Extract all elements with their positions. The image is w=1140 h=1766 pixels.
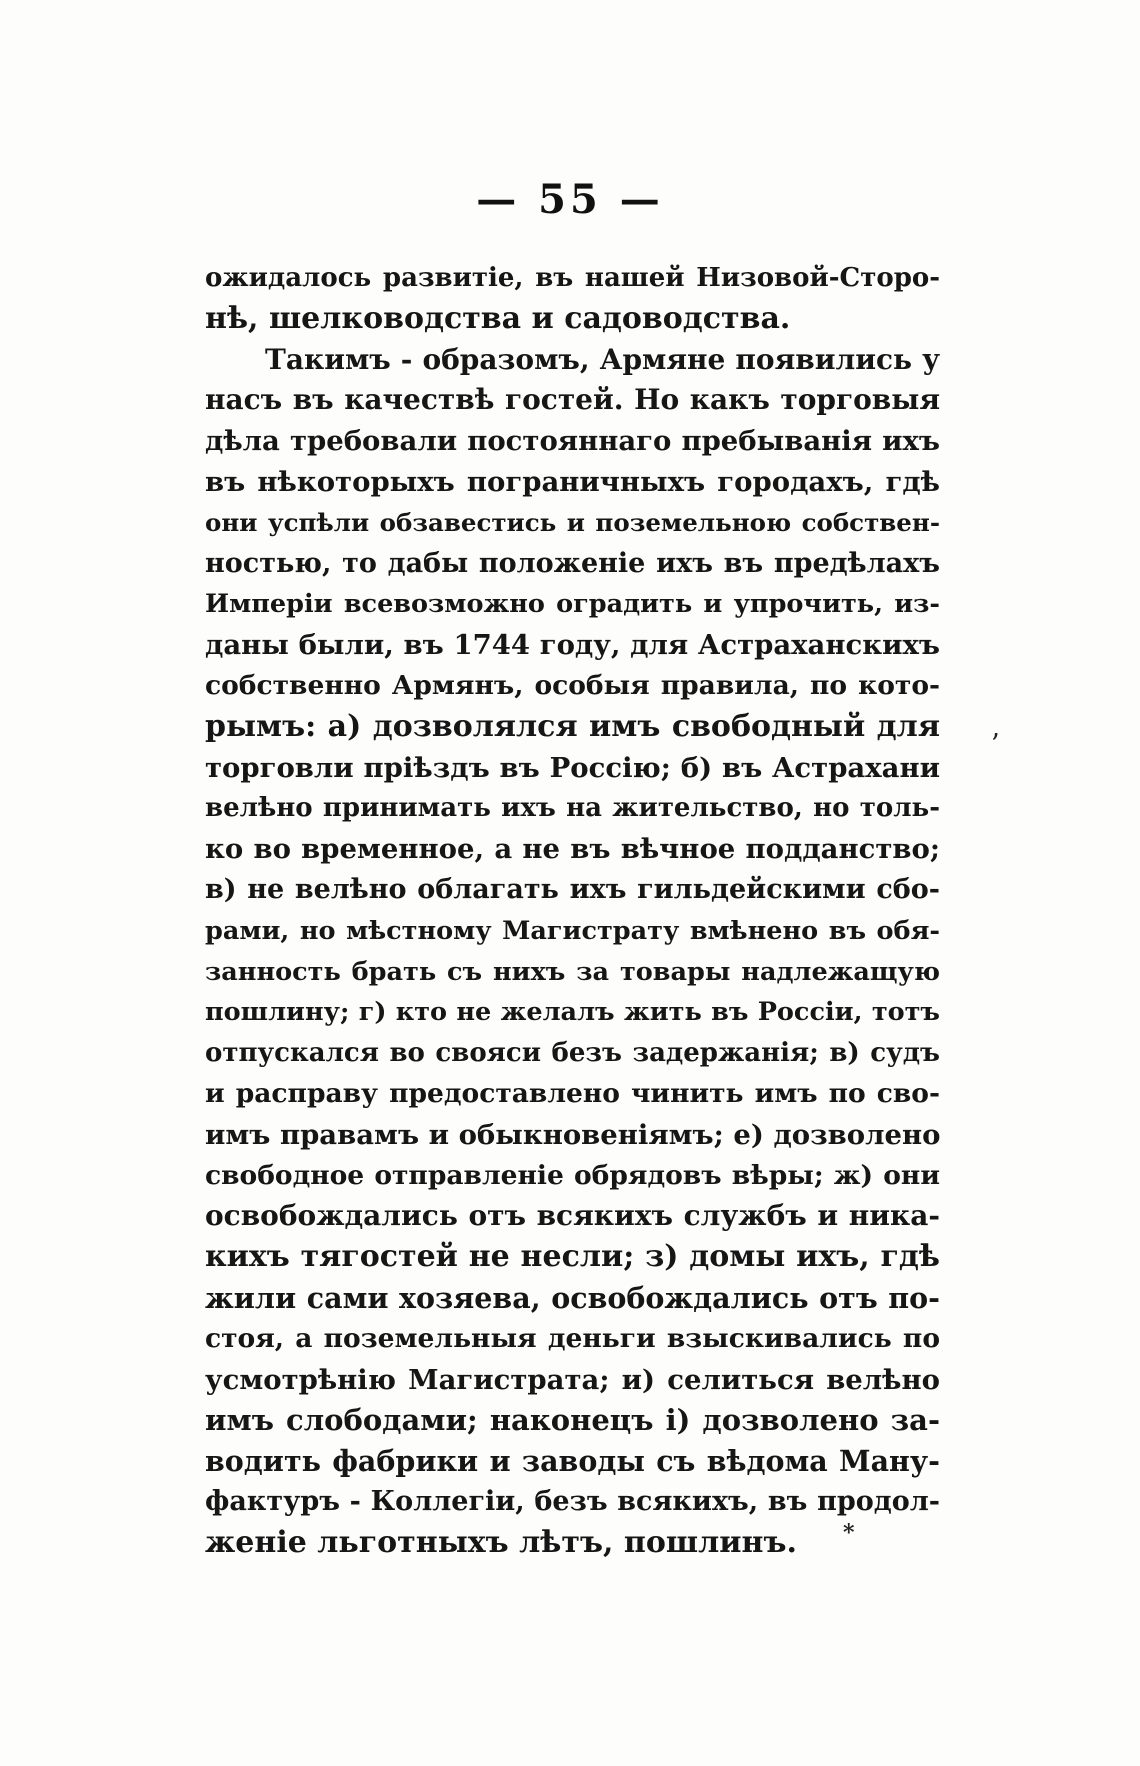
text-line: освобождались отъ всякихъ службъ и никa- (205, 1199, 940, 1233)
text-line: жили сами хозяева, освобождались отъ по- (205, 1280, 940, 1315)
text-line: дѣла требовали постояннаго пребыванія ихъ (205, 425, 940, 458)
text-line: свободное отправленіе обрядовъ вѣры; ж) они (205, 1159, 940, 1191)
text-line: водить фабрики и заводы съ вѣдома Ману- (205, 1444, 940, 1479)
text-line: собственно Армянъ, особыя правила, по кото- (205, 669, 940, 701)
text-line: даны были, въ 1744 году, для Астраханскихъ (205, 629, 940, 662)
text-line: пошлину; г) кто не желалъ жить въ Россіи, тотъ (205, 997, 940, 1028)
body-text (205, 258, 940, 1564)
stray-apostrophe-mark: ʼ (990, 728, 999, 761)
text-line: усмотрѣнію Магистрата; и) селиться велѣно (205, 1363, 940, 1396)
text-line: торговли пріѣздъ въ Россію; б) въ Астрахани (205, 751, 940, 784)
text-line: женіе льготныхъ лѣтъ, пошлинъ. (205, 1524, 797, 1560)
text-line: ожидалось развитіе, въ нашей Низовой-Сторо- (205, 263, 940, 293)
text-line: ностью, то дабы положеніе ихъ въ предѣлахъ (205, 547, 940, 579)
text-line: отпускался во свояси безъ задержанія; в) судъ (205, 1038, 940, 1069)
text-line: в) не велѣно облагать ихъ гильдейскими сбо- (205, 873, 940, 905)
text-line: велѣно принимать ихъ на жительство, но толь- (205, 793, 940, 824)
page-number: — 55 — (476, 176, 664, 223)
text-line: въ нѣкоторыхъ пограничныхъ городахъ, гдѣ (205, 465, 940, 498)
text-line: они успѣли обзавестись и поземельною собствен- (205, 507, 940, 537)
text-line: имъ слободами; наконецъ і) дозволено за- (205, 1403, 940, 1438)
text-line: кихъ тягостей не несли; з) домы ихъ, гдѣ (205, 1239, 940, 1275)
text-line: имъ правамъ и обыкновеніямъ; е) дозволено (205, 1118, 941, 1151)
asterisk-mark: * (843, 1520, 855, 1546)
text-line: насъ въ качествѣ гостей. Но какъ торговыя (205, 383, 940, 417)
text-line: рами, но мѣстному Магистрату вмѣнено въ обя- (205, 915, 940, 946)
text-line: Такимъ - образомъ, Армяне появились у (265, 342, 940, 376)
text-line: рымъ: а) дозволялся имъ свободный для (205, 708, 940, 744)
text-line: стоя, а поземельныя деньги взыскивались по (205, 1322, 940, 1354)
text-line: Имперіи всевозможно оградить и упрочить, из- (205, 589, 940, 620)
text-line: фактуръ - Коллегіи, безъ всякихъ, въ продол- (205, 1485, 940, 1517)
text-line: и расправу предоставлено чинить имъ по сво- (205, 1077, 940, 1109)
text-line: нѣ, шелководства и садоводства. (205, 300, 791, 336)
text-line: ко во временное, а не въ вѣчное подданство; (205, 833, 940, 866)
text-line: занность брать съ нихъ за товары надлежащую (205, 956, 940, 987)
